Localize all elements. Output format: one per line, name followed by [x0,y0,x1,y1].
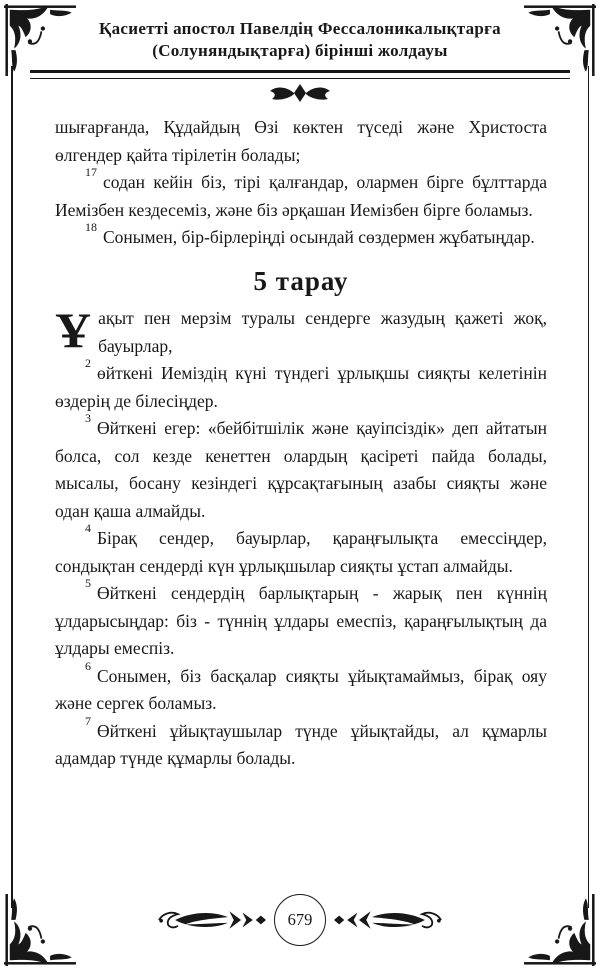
ribbon-flourish-icon [334,905,444,935]
verse-text: Өйткені сендердің барлықтарың - жарық пен күннің ұлдарысыңдар: біз - түннің ұлдары емеспіз, қараңғылықтың да ұлдары емеспіз. [55,583,547,658]
verse-text: шығарғанда, Құдайдың Өзі көктен түседі және Христоста өлгендер қайта тірілетін болады; [55,117,547,165]
verse-text: Сонымен, бір-бірлеріңді осындай сөздермен жұбатыңдар. [103,227,535,247]
book-title-line2: (Солуняндықтарға) бірінші жолдауы [152,41,448,61]
verse-paragraph [55,220,547,252]
verse-number: 4 [85,521,91,536]
verse-paragraph [55,658,547,718]
right-border-rule [588,66,590,908]
verse-paragraph [55,165,547,224]
verse-text: Өйткені егер: «бейбітшілік және қауіпсіздік» деп айтатын болса, сол кезде кенеттен олардың қасіреті пайда болады, мысалы, босану кезіндегі құрсақтағының азабы сияқты және одан қаша алмайды. [55,418,547,521]
verse-paragraph [55,713,547,773]
verse-number: 3 [85,411,91,426]
verse-number: 7 [85,713,91,728]
page-number-badge [274,894,326,946]
verse-text: Бірақ сендер, бауырлар, қараңғылықта емессіңдер, сондықтан сендерді күн ұрлықшылар сияқты ұстап алмайды. [55,528,547,576]
ribbon-flourish-icon [156,905,266,935]
verse-number: 2 [85,356,91,371]
verse-paragraph [55,114,547,169]
verse-text: Сонымен, біз басқалар сияқты ұйықтамаймыз, бірақ ояу және сергек боламыз. [55,665,547,713]
book-title-line1: Қасиетті апостол Павелдің Фессалоникалықтарға [98,19,501,38]
running-header [72,18,528,63]
verse-paragraph [55,411,547,525]
drop-cap: Ұ [55,302,92,358]
chapter-heading: 5 тарау [253,265,349,296]
verse-number: 18 [85,220,97,235]
page-number: 679 [287,910,313,929]
verse-paragraph [55,302,547,360]
verse-paragraph [55,521,547,580]
floral-divider-icon [268,82,332,104]
header-divider-rule [30,70,570,79]
verse-text: өйткені Иеміздің күні түндегі ұрлықшы сияқты келетінін өздерің де білесіңдер. [55,363,547,411]
verse-text: Өйткені ұйықтаушылар түнде ұйықтайды, ал құмарлы адамдар түнде құмарлы болады. [55,720,547,768]
verse-number: 6 [85,658,91,673]
corner-flourish-icon [524,4,596,76]
page-footer [0,894,600,946]
verse-text: ақыт пен мерзім туралы сендерге жазудың қажеті жоқ, бауырлар, [98,308,547,356]
verse-number: 5 [85,576,91,591]
verse-paragraph [55,576,547,663]
left-border-rule [11,66,13,908]
corner-flourish-icon [4,4,76,76]
verse-number: 17 [85,165,97,180]
page-body [55,114,547,773]
verse-paragraph [55,356,547,415]
verse-text: содан кейін біз, тірі қалғандар, олармен бірге бұлттарда Иемізбен кездесеміз, және біз әрқашан Иемізбен бірге боламыз. [55,172,547,220]
